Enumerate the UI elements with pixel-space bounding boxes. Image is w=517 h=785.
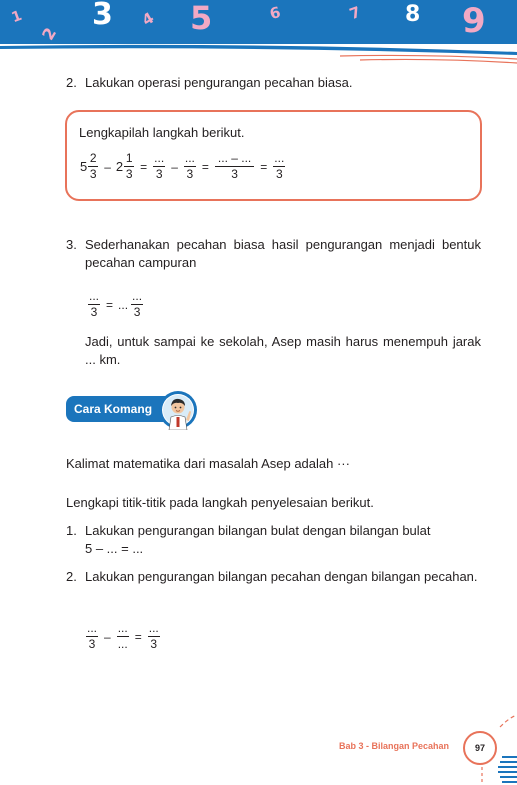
- equals-sign: =: [140, 159, 148, 174]
- step3-number: 3.: [66, 237, 77, 252]
- blank-fraction-1-den: 3: [155, 167, 163, 181]
- final-fraction-3-den: 3: [150, 637, 158, 651]
- list2-item2-text: Lakukan pengurangan bilangan pecahan dengan bilangan pecahan.: [85, 569, 478, 584]
- step2-number: 2.: [66, 75, 77, 90]
- step3-conclusion: Jadi, untuk sampai ke sekolah, Asep masih harus menempuh jarak ... km.: [85, 334, 481, 367]
- badge-label: Cara Komang: [66, 396, 178, 422]
- step3-fraction-2-num: ...: [132, 289, 143, 303]
- banner-digit-7: 7: [347, 2, 364, 24]
- blank-fraction-2-num: ...: [184, 151, 195, 165]
- mixed1-fraction: [88, 152, 98, 181]
- final-fraction-1-den: 3: [88, 637, 96, 651]
- box-equation: [80, 152, 286, 181]
- step3-fraction-1-den: 3: [90, 305, 98, 319]
- blank-fraction-4-den: 3: [275, 167, 283, 181]
- banner-stripes: [0, 44, 517, 66]
- blank-fraction-2-den: 3: [186, 167, 194, 181]
- footer-chapter: Bab 3 - Bilangan Pecahan: [338, 741, 449, 751]
- final-equation: [85, 622, 161, 651]
- equals-sign: =: [260, 159, 268, 174]
- step3-whole-blank: ...: [118, 297, 129, 312]
- minus-sign: –: [104, 629, 111, 644]
- banner-digit-1: 1: [9, 7, 25, 27]
- student-avatar-icon: [158, 390, 198, 430]
- mixed2-num: 1: [125, 151, 133, 165]
- blank-fraction-4: [273, 152, 285, 181]
- minus-sign: –: [104, 159, 111, 174]
- mixed1-whole: 5: [80, 159, 88, 174]
- list2-item1-number: 1.: [66, 523, 77, 538]
- banner-digit-2: 2: [38, 24, 61, 44]
- sentence-math-statement: Kalimat matematika dari masalah Asep adalah ···: [66, 456, 350, 471]
- banner-digit-8: 8: [405, 2, 421, 27]
- final-fraction-3-num: ...: [148, 621, 159, 635]
- final-fraction-1: [86, 622, 98, 651]
- banner-digit-5: 5: [190, 0, 213, 37]
- blank-fraction-3: [215, 152, 254, 181]
- equals-sign: =: [106, 297, 114, 312]
- step3-fraction-2-den: 3: [133, 305, 141, 319]
- page-number: 97: [463, 731, 497, 765]
- final-fraction-3: [148, 622, 160, 651]
- banner-digit-4: 4: [138, 8, 157, 30]
- mixed2-den: 3: [125, 167, 133, 181]
- step3-fraction-2: [131, 290, 143, 319]
- blank-fraction-1: [153, 152, 165, 181]
- banner-digit-9: 9: [462, 1, 486, 41]
- equals-sign: =: [134, 629, 142, 644]
- minus-sign: –: [171, 159, 178, 174]
- list2-item1-line2: 5 – ... = ...: [85, 541, 144, 556]
- list2-item1-line1: Lakukan pengurangan bilangan bulat dengan bilangan bulat: [85, 523, 431, 538]
- final-fraction-1-num: ...: [87, 621, 98, 635]
- top-banner: [0, 0, 517, 44]
- mixed2-fraction: [124, 152, 134, 181]
- step3-text: Sederhanakan pecahan biasa hasil pengurangan menjadi bentuk pecahan campuran: [85, 237, 481, 270]
- box-title: Lengkapilah langkah berikut.: [79, 125, 245, 140]
- step2-text: Lakukan operasi pengurangan pecahan biasa.: [85, 75, 353, 90]
- banner-digit-3: 3: [92, 0, 113, 32]
- final-fraction-2-den: ...: [117, 637, 128, 651]
- blank-fraction-3-den: 3: [231, 167, 238, 181]
- mixed2-whole: 2: [115, 159, 124, 174]
- blank-fraction-2: [184, 152, 196, 181]
- banner-digit-6: 6: [267, 2, 283, 24]
- blank-fraction-1-num: ...: [154, 151, 165, 165]
- final-fraction-2: [117, 622, 129, 651]
- cara-komang-badge: [66, 390, 198, 428]
- blank-fraction-3-num: ... – ...: [215, 152, 254, 167]
- step3-equation: [87, 290, 144, 319]
- final-fraction-2-num: ...: [117, 621, 128, 635]
- blank-fraction-4-num: ...: [274, 151, 285, 165]
- equals-sign: =: [201, 159, 209, 174]
- sentence-instruction: Lengkapi titik-titik pada langkah penyelesaian berikut.: [66, 495, 374, 510]
- step3-fraction-1: [88, 290, 100, 319]
- mixed1-num: 2: [89, 151, 97, 165]
- list2-item2-number: 2.: [66, 569, 77, 584]
- mixed1-den: 3: [89, 167, 97, 181]
- step3-fraction-1-num: ...: [89, 289, 100, 303]
